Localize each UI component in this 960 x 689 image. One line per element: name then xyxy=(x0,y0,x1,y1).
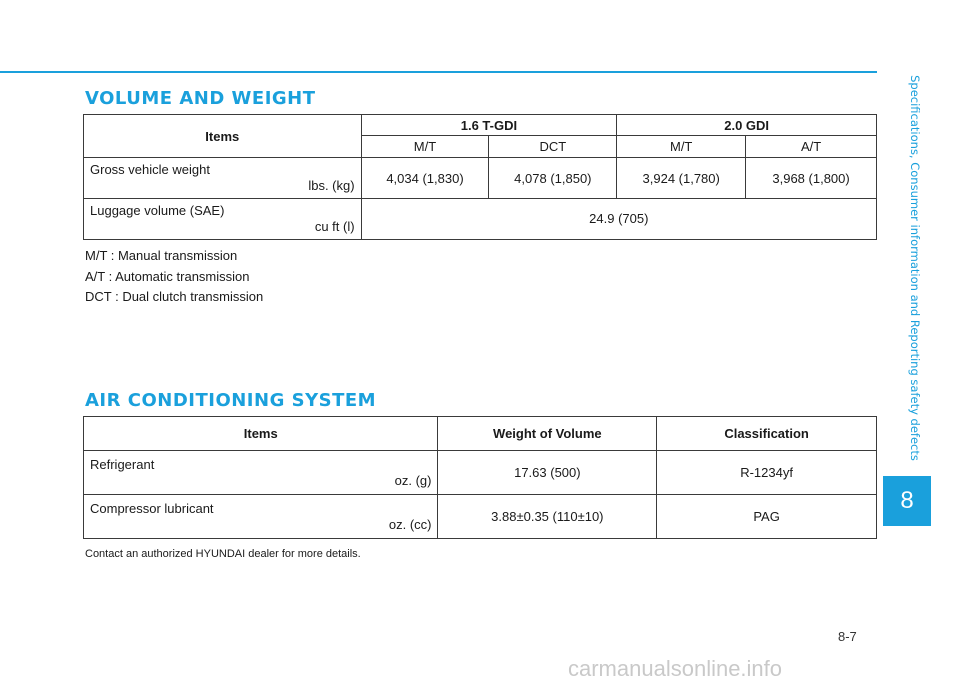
transmission-notes xyxy=(85,246,263,308)
volume-weight-title: VOLUME AND WEIGHT xyxy=(85,88,316,109)
dealer-footnote: Contact an authorized HYUNDAI dealer for more details. xyxy=(85,548,361,560)
gross-weight-value: 4,034 (1,830) xyxy=(361,158,489,199)
note-line: A/T : Automatic transmission xyxy=(85,268,250,284)
chapter-tab[interactable]: 8 xyxy=(883,476,931,526)
refrigerant-label: Refrigerant xyxy=(90,457,155,472)
note-line: M/T : Manual transmission xyxy=(85,248,238,263)
gross-weight-cell xyxy=(84,158,362,199)
gross-weight-value: 3,924 (1,780) xyxy=(617,158,746,199)
transmission-header: M/T xyxy=(617,136,746,158)
page-number: 8-7 xyxy=(838,629,857,644)
ac-classification-header: Classification xyxy=(657,417,877,451)
luggage-volume-value: 24.9 (705) xyxy=(361,199,876,240)
gross-weight-value: 3,968 (1,800) xyxy=(746,158,877,199)
luggage-volume-label: Luggage volume (SAE) xyxy=(90,203,225,218)
engine-header-1: 1.6 T-GDI xyxy=(361,115,617,136)
transmission-header: M/T xyxy=(361,136,489,158)
items-header: Items xyxy=(84,115,362,158)
volume-weight-table xyxy=(83,114,877,240)
refrigerant-classification: R-1234yf xyxy=(657,451,877,495)
ac-weight-header: Weight of Volume xyxy=(438,417,657,451)
lubricant-label: Compressor lubricant xyxy=(90,501,214,516)
header-rule xyxy=(0,71,877,73)
table-row xyxy=(84,495,877,539)
table-row xyxy=(84,158,877,199)
note-line: DCT : Dual clutch transmission xyxy=(85,289,264,304)
gross-weight-label: Gross vehicle weight xyxy=(90,162,210,177)
air-conditioning-title: AIR CONDITIONING SYSTEM xyxy=(85,390,377,411)
engine-header-2: 2.0 GDI xyxy=(617,115,877,136)
ac-items-header: Items xyxy=(84,417,438,451)
side-label-text: Specifications, Consumer information and Reporting safety defects xyxy=(908,75,922,461)
gross-weight-value: 4,078 (1,850) xyxy=(489,158,617,199)
lubricant-classification: PAG xyxy=(657,495,877,539)
transmission-header: A/T xyxy=(746,136,877,158)
transmission-header: DCT xyxy=(489,136,617,158)
watermark: carmanualsonline.info xyxy=(568,656,783,681)
refrigerant-unit: oz. (g) xyxy=(394,473,432,488)
gross-weight-unit: lbs. (kg) xyxy=(308,178,355,193)
table-row xyxy=(84,451,877,495)
lubricant-cell xyxy=(84,495,438,539)
refrigerant-cell xyxy=(84,451,438,495)
luggage-volume-unit: cu ft (l) xyxy=(314,219,355,234)
chapter-side-label xyxy=(895,60,935,476)
luggage-volume-cell xyxy=(84,199,362,240)
air-conditioning-table xyxy=(83,416,877,539)
lubricant-unit: oz. (cc) xyxy=(388,517,432,532)
table-row xyxy=(84,199,877,240)
lubricant-weight: 3.88±0.35 (110±10) xyxy=(438,495,657,539)
refrigerant-weight: 17.63 (500) xyxy=(438,451,657,495)
